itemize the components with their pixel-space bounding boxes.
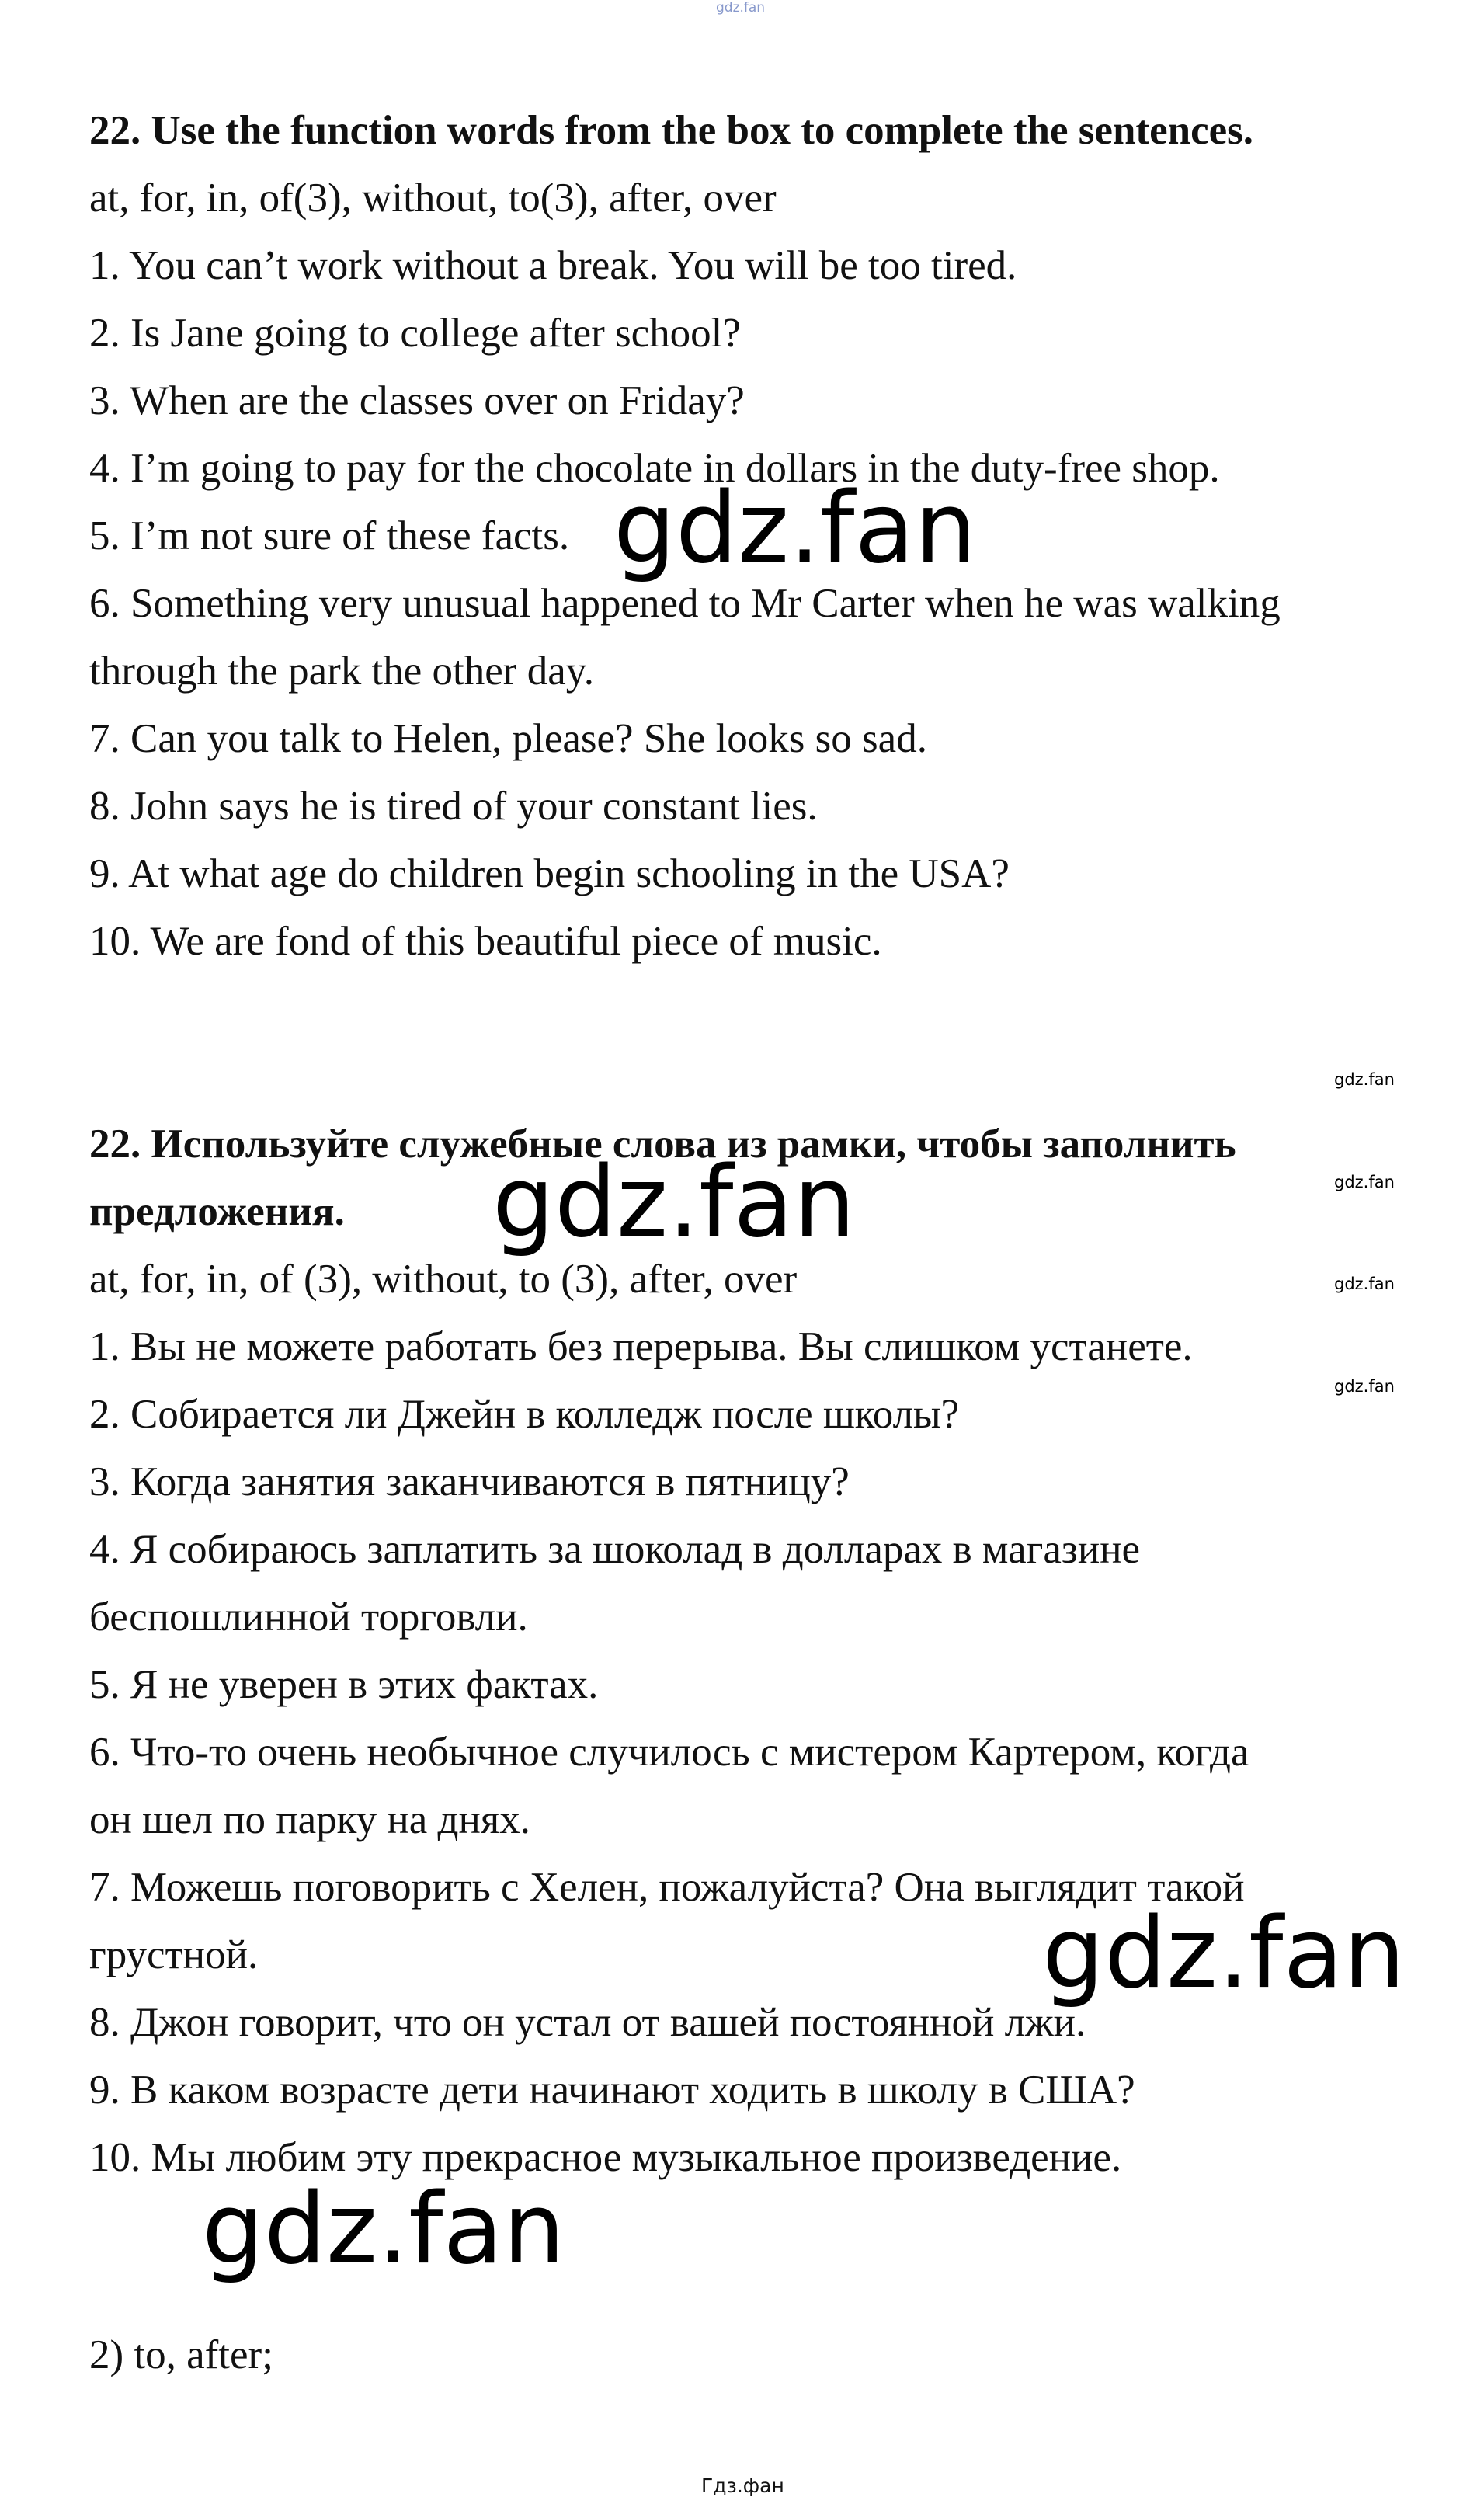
watermark-large: gdz.fan (492, 1145, 856, 1259)
russian-line: 1. Вы не можете работать без перерыва. Вы слишком устанете. (89, 1324, 1193, 1369)
watermark-small: gdz.fan (1334, 1173, 1395, 1191)
russian-line: 6. Что-то очень необычное случилось с мистером Картером, когда (89, 1730, 1249, 1775)
russian-line: 10. Мы любим эту прекрасное музыкальное произведение. (89, 2135, 1122, 2180)
english-line: 3. When are the classes over on Friday? (89, 378, 745, 423)
watermark-small: gdz.fan (1334, 1275, 1395, 1293)
english-line: 7. Can you talk to Helen, please? She looks so sad. (89, 716, 927, 761)
russian-line: 8. Джон говорит, что он устал от вашей постоянной лжи. (89, 2000, 1086, 2045)
english-line: 8. John says he is tired of your constant lies. (89, 784, 818, 829)
english-line: 4. I’m going to pay for the chocolate in dollars in the duty-free shop. (89, 446, 1220, 491)
russian-line: 9. В каком возрасте дети начинают ходить в школу в США? (89, 2068, 1135, 2113)
english-line: 6. Something very unusual happened to Mr Carter when he was walking (89, 581, 1281, 626)
russian-word-box: at, for, in, of (3), without, to (3), after, over (89, 1257, 798, 1302)
russian-heading-line2: предложения. (89, 1189, 345, 1234)
watermark-small: gdz.fan (1334, 1377, 1395, 1396)
footer-watermark: Гдз.фан (701, 2474, 784, 2497)
watermark-small: gdz.fan (1334, 1070, 1395, 1089)
russian-line: беспошлинной торговли. (89, 1595, 528, 1640)
english-heading: 22. Use the function words from the box to complete the sentences. (89, 108, 1254, 153)
russian-line: 5. Я не уверен в этих фактах. (89, 1662, 599, 1707)
watermark-large: gdz.fan (1042, 1896, 1406, 2010)
russian-line: 4. Я собираюсь заплатить за шоколад в долларах в магазине (89, 1527, 1141, 1572)
russian-heading-line1: 22. Используйте служебные слова из рамки, чтобы заполнить (89, 1122, 1236, 1167)
watermark-large: gdz.fan (613, 471, 977, 585)
english-line: 5. I’m not sure of these facts. (89, 513, 570, 558)
russian-line: грустной. (89, 1932, 259, 1977)
english-line: 9. At what age do children begin schooling in the USA? (89, 851, 1010, 896)
answer-line: 2) to, after; (89, 2332, 273, 2377)
russian-line: 3. Когда занятия заканчиваются в пятницу? (89, 1459, 850, 1504)
russian-line: он шел по парку на днях. (89, 1797, 530, 1842)
english-word-box: at, for, in, of(3), without, to(3), after, over (89, 176, 777, 221)
english-line: through the park the other day. (89, 649, 595, 694)
russian-line: 2. Собирается ли Джейн в колледж после школы? (89, 1392, 960, 1437)
watermark-top: gdz.fan (716, 0, 766, 16)
russian-line: 7. Можешь поговорить с Хелен, пожалуйста? Она выглядит такой (89, 1865, 1245, 1910)
english-line: 10. We are fond of this beautiful piece of music. (89, 919, 882, 964)
english-line: 1. You can’t work without a break. You will be too tired. (89, 243, 1017, 288)
watermark-large: gdz.fan (202, 2172, 565, 2286)
english-line: 2. Is Jane going to college after school? (89, 311, 741, 356)
